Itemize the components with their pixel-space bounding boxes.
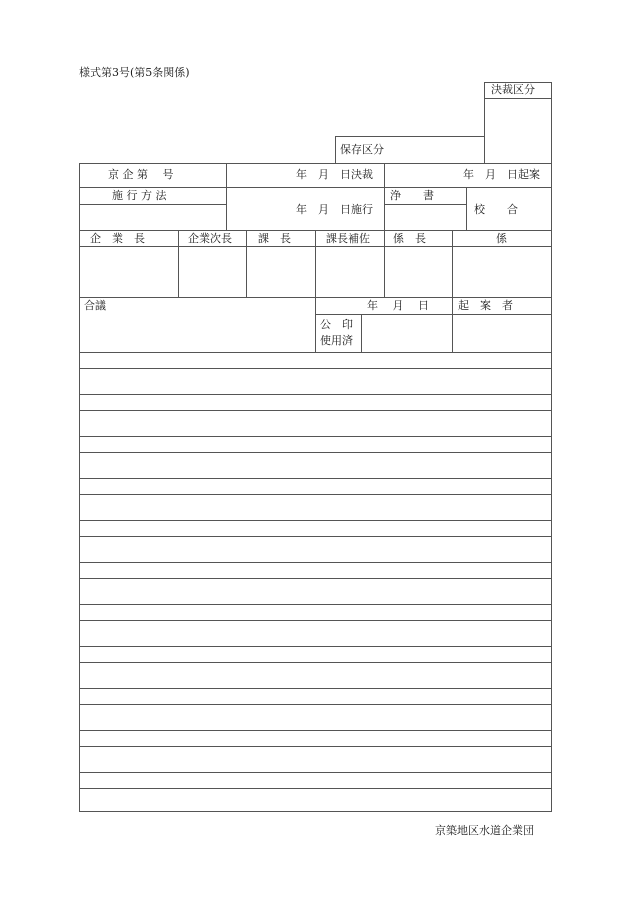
- approval-class-divider: [484, 98, 552, 99]
- approval-class-label: 決裁区分: [491, 83, 535, 96]
- approver-kigyo-jicho: 企業次長: [188, 232, 232, 245]
- col-divider-a: [226, 163, 227, 230]
- method-label: 施 行 方 法: [112, 189, 167, 202]
- enforce-date-label: 年 月 日施行: [296, 203, 373, 216]
- ruled-line: [79, 536, 552, 537]
- approver-kacho-hosa: 課長補佐: [326, 232, 370, 245]
- ruled-line: [79, 578, 552, 579]
- approver-kakaricho: 係 長: [393, 232, 426, 245]
- ruled-line: [79, 746, 552, 747]
- ruled-line: [79, 436, 552, 437]
- col-divider-b: [384, 163, 385, 230]
- drafter-label: 起 案 者: [458, 299, 513, 312]
- consult-bottom-line: [79, 352, 552, 353]
- ruled-line: [79, 452, 552, 453]
- clean-copy-label: 浄 書: [390, 189, 434, 202]
- ruled-line: [79, 368, 552, 369]
- ruled-line: [79, 772, 552, 773]
- decision-date-label: 年 月 日決裁: [296, 168, 373, 181]
- seal-line-2: 使用済: [320, 334, 353, 347]
- approver-kakari: 係: [496, 232, 507, 245]
- ruled-line: [79, 704, 552, 705]
- row1-bottom-line: [79, 187, 552, 188]
- approver-kacho: 課 長: [258, 232, 291, 245]
- drafter-header-line: [315, 314, 552, 315]
- approver-col-3: [315, 230, 316, 297]
- ruled-line: [79, 688, 552, 689]
- ruled-line: [79, 478, 552, 479]
- ruled-line: [79, 788, 552, 789]
- ruled-line: [79, 662, 552, 663]
- seal-line-1: 公 印: [320, 318, 353, 331]
- approver-col-1: [178, 230, 179, 297]
- storage-class-label: 保存区分: [340, 143, 384, 156]
- ruled-line: [79, 730, 552, 731]
- consult-divider: [315, 297, 316, 352]
- col-divider-c: [466, 187, 467, 230]
- form-number: 様式第3号(第5条関係): [79, 66, 190, 79]
- ruled-line: [79, 410, 552, 411]
- drafter-divider: [452, 297, 453, 352]
- ruled-line: [79, 520, 552, 521]
- drafter-date-label: 年 月 日: [367, 299, 429, 312]
- doc-number-label: 京 企 第 号: [108, 168, 174, 181]
- ruled-line: [79, 394, 552, 395]
- approver-col-4: [384, 230, 385, 297]
- ruled-line: [79, 562, 552, 563]
- draft-date-label: 年 月 日起案: [463, 168, 540, 181]
- seal-divider: [361, 314, 362, 352]
- approver-col-5: [452, 230, 453, 297]
- proofread-label: 校 合: [474, 203, 518, 216]
- ruled-line: [79, 494, 552, 495]
- approver-kigyo-cho: 企 業 長: [90, 232, 145, 245]
- method-label-line: [79, 204, 226, 205]
- clean-copy-line: [384, 204, 466, 205]
- ruled-line: [79, 620, 552, 621]
- approver-col-2: [246, 230, 247, 297]
- ruled-line: [79, 604, 552, 605]
- footer-organization: 京築地区水道企業団: [435, 824, 534, 837]
- consult-label: 合議: [84, 299, 106, 312]
- ruled-line: [79, 646, 552, 647]
